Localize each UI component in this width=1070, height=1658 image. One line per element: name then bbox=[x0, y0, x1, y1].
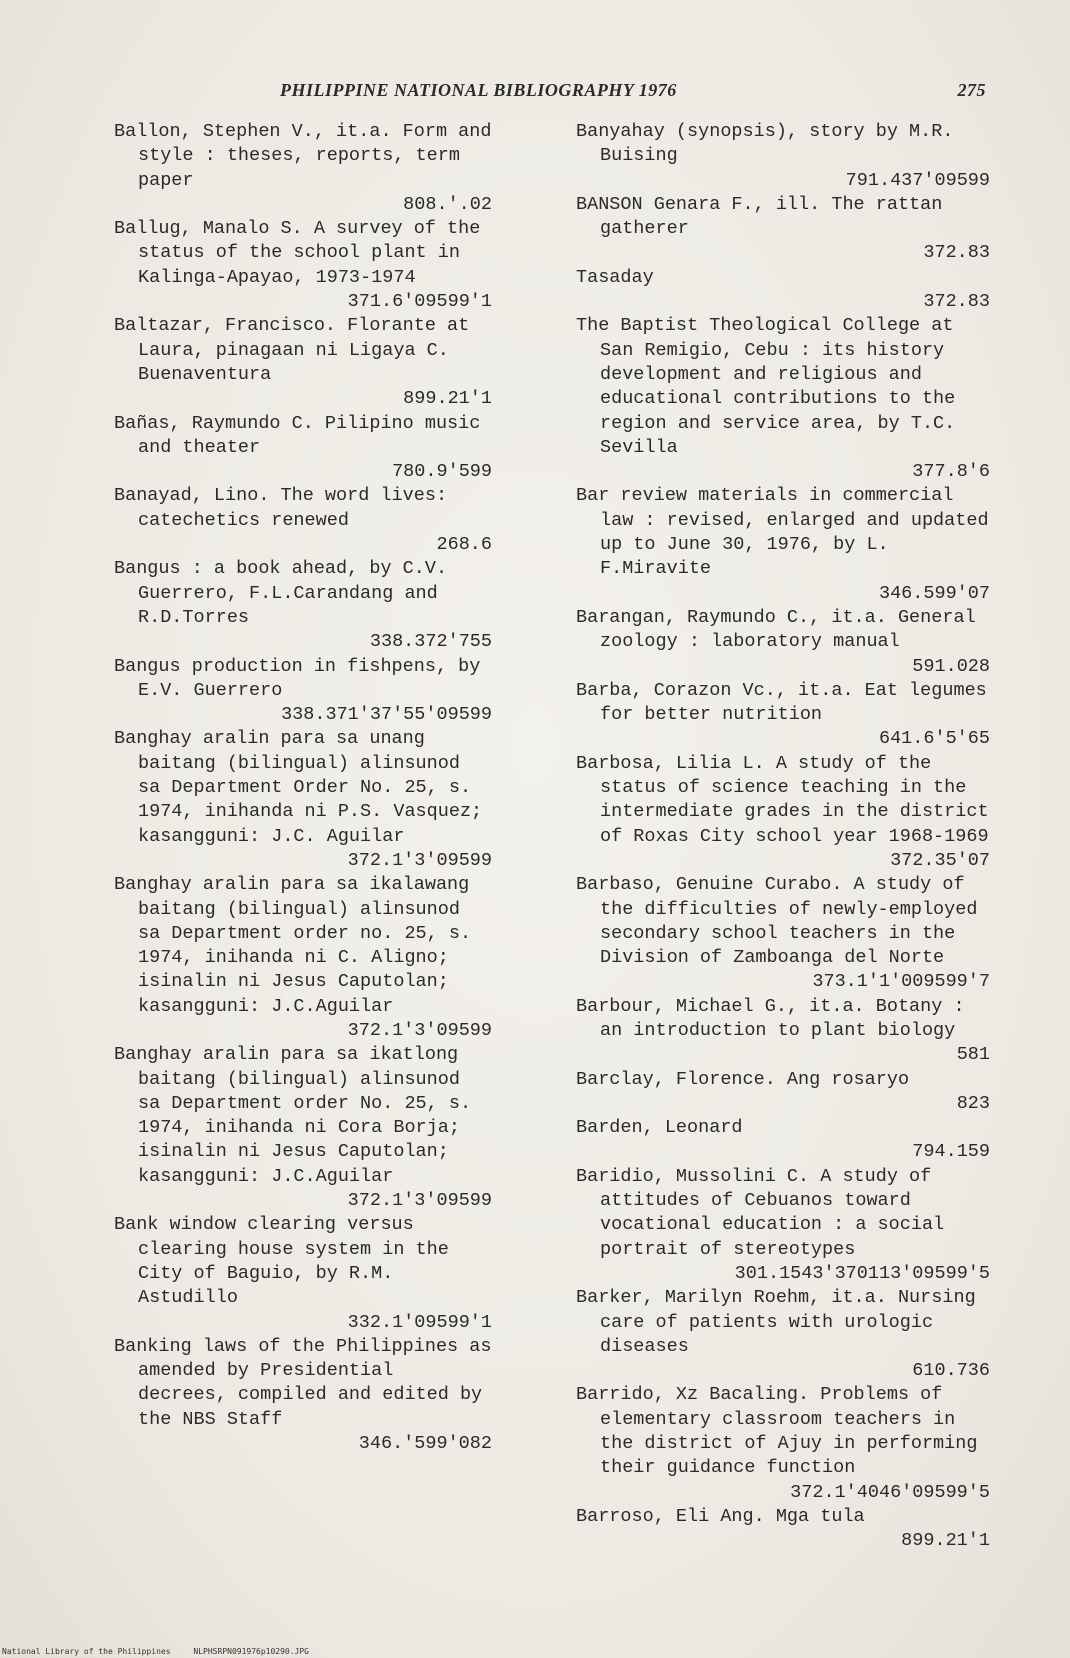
bibliography-entry bbox=[114, 655, 492, 728]
classification-number: 301.1543'370113'09599'5 bbox=[734, 1262, 990, 1284]
classification-number: 823 bbox=[956, 1092, 990, 1114]
classification-number: 338.371'37'55'09599 bbox=[281, 704, 492, 726]
bibliography-entry bbox=[114, 217, 492, 314]
entry-text: Barrido, Xz Bacaling. Problems of elementary classroom teachers in the district of Ajuy in performing their guidance function bbox=[576, 1384, 989, 1479]
classification-number: 372.1'3'09599 bbox=[347, 1019, 492, 1041]
entry-text: Bañas, Raymundo C. Pilipino music and theater bbox=[114, 412, 492, 458]
entry-text: Baridio, Mussolini C. A study of attitudes of Cebuanos toward vocational education : a social portrait of stereotypes bbox=[576, 1165, 956, 1260]
classification-number: 791.437'09599 bbox=[845, 169, 990, 191]
bibliography-entry bbox=[576, 679, 998, 752]
entry-text: Banking laws of the Philippines as amended by Presidential decrees, compiled and edited by the NBS Staff bbox=[114, 1335, 503, 1430]
entry-text: Barden, Leonard bbox=[576, 1117, 743, 1139]
bibliography-entry bbox=[576, 606, 990, 679]
bibliography-entry bbox=[576, 1505, 990, 1554]
bibliography-entry bbox=[114, 1043, 492, 1213]
classification-number: 373.1'1'009599'7 bbox=[812, 971, 990, 993]
classification-number: 899.21'1 bbox=[403, 388, 492, 410]
footer-source: National Library of the Philippines bbox=[2, 1647, 171, 1656]
entry-text: Barbaso, Genuine Curabo. A study of the difficulties of newly-employed secondary school teachers in the Division of Zamboanga del Norte bbox=[576, 874, 989, 969]
entry-text: Banghay aralin para sa ikatlong baitang (bilingual) alinsunod sa Department order No. 25, s. 1974, inihanda ni Cora Borja; isinalin ni Jesus Caputolan; kasangguni: J.C.Aguilar bbox=[114, 1044, 483, 1187]
classification-number: 808.'.02 bbox=[403, 193, 492, 215]
footer-file-id: NLPHSRPN091976p10290.JPG bbox=[193, 1647, 309, 1656]
bibliography-entry bbox=[576, 266, 990, 315]
bibliography-entry bbox=[114, 412, 492, 485]
entry-text: Bar review materials in commercial law : revised, enlarged and updated up to June 30, 1976, by L. F.Miravite bbox=[576, 485, 1000, 580]
entry-text: Banghay aralin para sa unang baitang (bilingual) alinsunod sa Department Order No. 25, s. 1974, inihanda ni P.S. Vasquez; kasangguni: J.C. Aguilar bbox=[114, 728, 494, 847]
entry-text: Barba, Corazon Vc., it.a. Eat legumes for better nutrition bbox=[576, 679, 998, 726]
classification-number: 372.35'07 bbox=[890, 849, 990, 871]
bibliography-entry bbox=[576, 995, 990, 1068]
classification-number: 899.21'1 bbox=[901, 1530, 990, 1552]
classification-number: 377.8'6 bbox=[912, 461, 990, 483]
classification-number: 371.6'09599'1 bbox=[347, 291, 492, 313]
entry-text: Bank window clearing versus clearing house system in the City of Baguio, by R.M. Astudillo bbox=[114, 1214, 460, 1309]
entry-text: Barclay, Florence. Ang rosaryo bbox=[576, 1068, 910, 1090]
entry-text: Ballug, Manalo S. A survey of the status of the school plant in Kalinga-Apayao, 1973-1974 bbox=[114, 218, 492, 288]
bibliography-entry bbox=[114, 484, 492, 557]
classification-number: 794.159 bbox=[912, 1141, 990, 1163]
running-title: PHILIPPINE NATIONAL BIBLIOGRAPHY 1976 bbox=[280, 80, 677, 100]
entry-text: BANSON Genara F., ill. The rattan gatherer bbox=[576, 193, 954, 240]
entry-text: Barker, Marilyn Roehm, it.a. Nursing care of patients with urologic diseases bbox=[576, 1287, 987, 1357]
classification-number: 372.83 bbox=[923, 291, 990, 313]
entry-text: Banayad, Lino. The word lives: catechetics renewed bbox=[114, 485, 459, 531]
bibliography-entry bbox=[576, 1068, 990, 1117]
classification-number: 610.736 bbox=[912, 1360, 990, 1382]
entry-text: Ballon, Stephen V., it.a. Form and style : theses, reports, term paper bbox=[114, 121, 503, 191]
bibliography-entry bbox=[114, 727, 492, 873]
entry-text: Barbosa, Lilia L. A study of the status of science teaching in the intermediate grades in the district of Roxas City school year 1968-1969 bbox=[576, 752, 1000, 847]
bibliography-entry bbox=[576, 193, 990, 266]
classification-number: 372.1'3'09599 bbox=[347, 1190, 492, 1212]
classification-number: 372.1'3'09599 bbox=[347, 849, 492, 871]
bibliography-entry bbox=[114, 1213, 492, 1334]
bibliography-entry bbox=[114, 873, 492, 1043]
classification-number: 780.9'599 bbox=[392, 461, 492, 483]
page-number: 275 bbox=[957, 80, 986, 100]
entry-text: Barroso, Eli Ang. Mga tula bbox=[576, 1505, 865, 1527]
bibliography-entry bbox=[576, 752, 1000, 873]
classification-number: 346.599'07 bbox=[878, 582, 990, 604]
bibliography-entry bbox=[576, 1383, 990, 1504]
entry-text: Baltazar, Francisco. Florante at Laura, pinagaan ni Ligaya C. Buenaventura bbox=[114, 315, 481, 385]
bibliography-entry bbox=[114, 120, 503, 217]
bibliography-entry bbox=[576, 1286, 990, 1383]
bibliography-entry bbox=[114, 1335, 503, 1456]
classification-number: 372.1'4046'09599'5 bbox=[790, 1481, 990, 1503]
bibliography-entry bbox=[576, 1116, 990, 1165]
bibliography-entry bbox=[576, 484, 1000, 605]
classification-number: 268.6 bbox=[436, 534, 492, 556]
entry-text: The Baptist Theological College at San Remigio, Cebu : its history development and religious and educational contributions to the region and service area, by T.C. Sevilla bbox=[576, 315, 967, 458]
entry-text: Banghay aralin para sa ikalawang baitang (bilingual) alinsunod sa Department order no. 25, s. 1974, inihanda ni C. Aligno; isinalin ni Jesus Caputolan; kasangguni: J.C.Aguilar bbox=[114, 874, 483, 1017]
bibliography-entry bbox=[576, 873, 990, 994]
left-column bbox=[114, 120, 503, 1456]
bibliography-entry bbox=[114, 557, 492, 654]
entry-text: Tasaday bbox=[576, 266, 654, 288]
scan-footer bbox=[0, 1647, 1070, 1656]
classification-number: 338.372'755 bbox=[369, 631, 492, 653]
page-header bbox=[280, 80, 1000, 106]
entry-text: Barangan, Raymundo C., it.a. General zoology : laboratory manual bbox=[576, 606, 987, 653]
entry-text: Bangus : a book ahead, by C.V. Guerrero, F.L.Carandang and R.D.Torres bbox=[114, 558, 459, 628]
entry-text: Bangus production in fishpens, by E.V. Guerrero bbox=[114, 655, 492, 701]
entry-text: Barbour, Michael G., it.a. Botany : an introduction to plant biology bbox=[576, 995, 976, 1041]
classification-number: 591.028 bbox=[912, 655, 990, 677]
classification-number: 581 bbox=[956, 1044, 990, 1066]
classification-number: 372.83 bbox=[923, 242, 990, 264]
bibliography-entry bbox=[576, 120, 990, 193]
classification-number: 332.1'09599'1 bbox=[347, 1311, 492, 1333]
classification-number: 641.6'5'65 bbox=[878, 728, 990, 750]
bibliography-entry bbox=[114, 314, 492, 411]
entry-text: Banyahay (synopsis), story by M.R. Buising bbox=[576, 121, 965, 167]
classification-number: 346.'599'082 bbox=[358, 1433, 492, 1455]
right-column bbox=[576, 120, 1000, 1554]
bibliography-entry bbox=[576, 314, 990, 484]
bibliography-entry bbox=[576, 1165, 990, 1286]
